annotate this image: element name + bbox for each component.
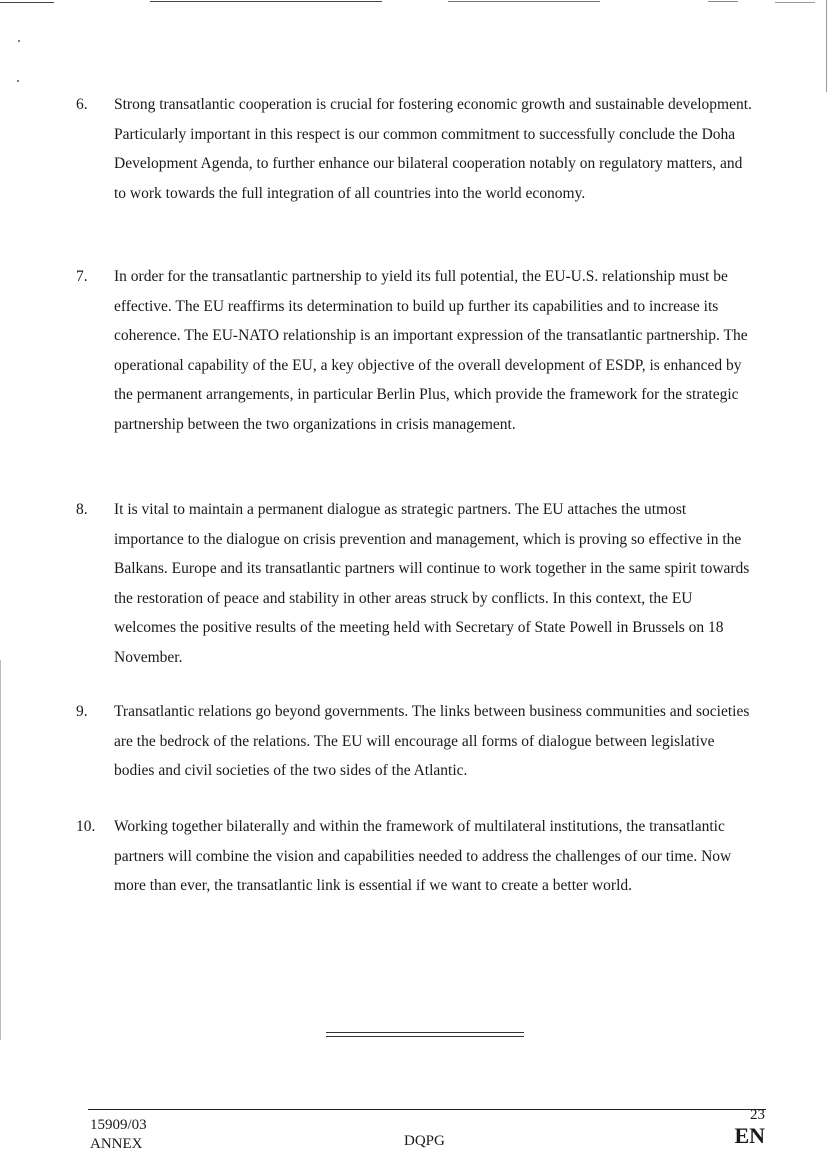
end-of-text-rule (326, 1032, 524, 1033)
scan-artifact-line (775, 2, 815, 3)
paragraph-number: 6. (76, 96, 88, 113)
paragraph-text: In order for the transatlantic partnership to yield its full potential, the EU-U.S. relationship must be effective. The EU reaffirms its determination to build up further its capabilities and to increase its coherence. The EU-NATO relationship is an important expression of the transatlantic partnership. The operational capability of the EU, a key objective of the overall development of ESDP, is enhanced by the permanent arrangements, in particular Berlin Plus, which provide the framework for the strategic partnership between the two organizations in crisis management. (114, 268, 748, 433)
end-of-text-rule (326, 1036, 524, 1037)
paragraph-text: Transatlantic relations go beyond governments. The links between business communities and societies are the bedrock of the relations. The EU will encourage all forms of dialogue between legislative bodies and civil societies of the two sides of the Atlantic. (114, 703, 750, 779)
scan-artifact-line (448, 1, 600, 2)
annex-label: ANNEX (90, 1136, 143, 1152)
footer-doc-info (90, 1116, 147, 1154)
paragraph-7 (76, 262, 756, 439)
page-number: 23 (750, 1107, 765, 1123)
scan-artifact-line (150, 1, 382, 2)
footer-rule (88, 1109, 766, 1110)
paragraph-number: 10. (76, 818, 96, 835)
scan-artifact-line (0, 2, 54, 3)
paragraph-text: It is vital to maintain a permanent dialogue as strategic partners. The EU attaches the utmost importance to the dialogue on crisis prevention and management, which is proving so effective in the Balkans. Europe and its transatlantic partners will continue to work together in the same spirit towards the restoration of peace and stability in other areas struck by conflicts. In this context, the EU welcomes the positive results of the meeting held with Secretary of State Powell in Brussels on 18 November. (114, 501, 750, 666)
paragraph-10 (76, 812, 756, 901)
footer-page-info (734, 1106, 765, 1148)
scan-artifact-edge (0, 660, 1, 1040)
scan-artifact-line (708, 1, 738, 2)
paragraph-number: 9. (76, 703, 88, 720)
paragraph-6 (76, 90, 756, 208)
document-number: 15909/03 (90, 1117, 147, 1133)
scan-speck (18, 40, 20, 42)
scan-speck (17, 80, 19, 82)
paragraph-9 (76, 697, 756, 786)
paragraph-number: 7. (76, 268, 88, 285)
paragraph-text: Strong transatlantic cooperation is crucial for fostering economic growth and sustainable development. Particularly important in this respect is our common commitment to successfully conclude the Doha Development Agenda, to further enhance our bilateral cooperation notably on regulatory matters, and to work towards the full integration of all countries into the world economy. (114, 96, 752, 202)
paragraph-text: Working together bilaterally and within the framework of multilateral institutions, the transatlantic partners will combine the vision and capabilities needed to address the challenges of our time. Now more than ever, the transatlantic link is essential if we want to create a better world. (114, 818, 732, 894)
paragraph-8 (76, 495, 756, 672)
language-code: EN (734, 1123, 765, 1148)
paragraph-number: 8. (76, 501, 88, 518)
department-code: DQPG (404, 1133, 445, 1149)
